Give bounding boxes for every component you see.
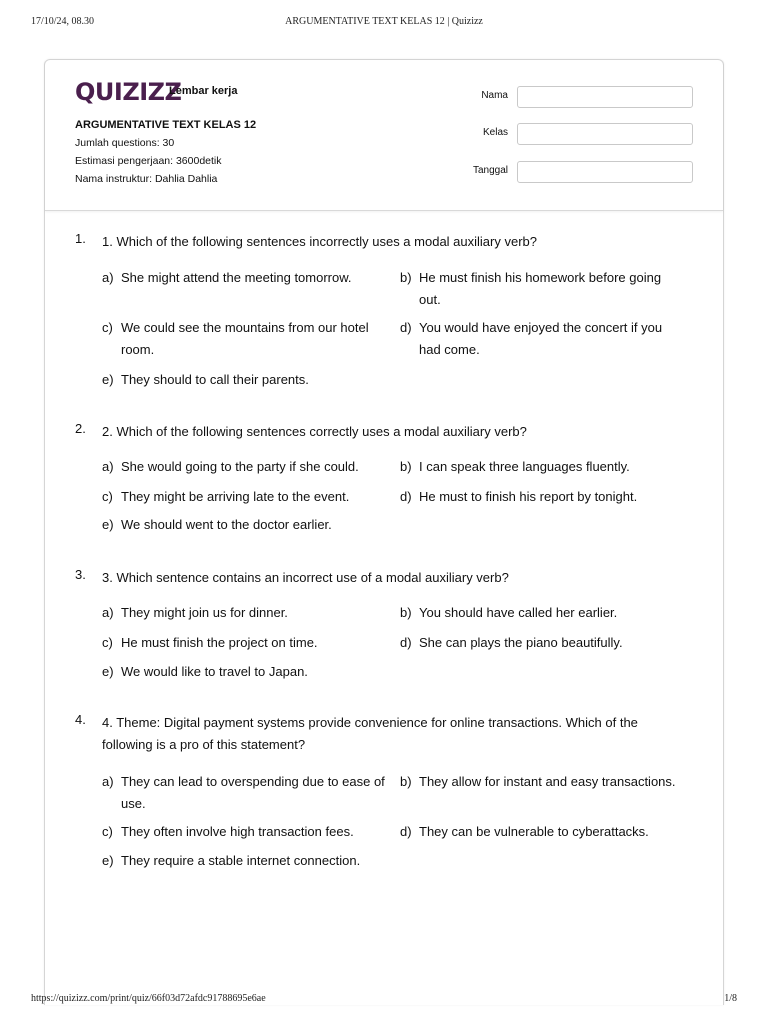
option-letter: c) xyxy=(102,489,113,504)
option-text: I can speak three languages fluently. xyxy=(419,459,630,474)
tanggal-label: Tanggal xyxy=(472,165,508,176)
question-text: 3. Which sentence contains an incorrect use of a modal auxiliary verb? xyxy=(102,570,509,585)
question-number: 4. xyxy=(75,712,86,727)
kelas-field[interactable] xyxy=(517,123,693,145)
option-letter: e) xyxy=(102,372,114,387)
option-text: They often involve high transaction fees. xyxy=(121,824,354,839)
question-text: 2. Which of the following sentences correctly uses a modal auxiliary verb? xyxy=(102,424,527,439)
option-letter: c) xyxy=(102,824,113,839)
quiz-title: ARGUMENTATIVE TEXT KELAS 12 xyxy=(75,119,257,131)
option-letter: d) xyxy=(400,489,412,504)
option-letter: b) xyxy=(400,270,412,285)
option-letter: d) xyxy=(400,824,412,839)
option-text: She can plays the piano beautifully. xyxy=(419,635,623,650)
option-text: They might join us for dinner. xyxy=(121,605,288,620)
question-number: 1. xyxy=(75,231,86,246)
option-letter: d) xyxy=(400,635,412,650)
page-number: 1/8 xyxy=(724,993,737,1004)
option-text: You would have enjoyed the concert if you had come. xyxy=(419,320,663,357)
option-text: She would going to the party if she could. xyxy=(121,459,359,474)
kelas-label: Kelas xyxy=(482,127,508,138)
option-text: They can lead to overspending due to ease of use. xyxy=(121,774,385,811)
tanggal-field[interactable] xyxy=(517,161,693,183)
option-text: They should to call their parents. xyxy=(121,372,309,387)
option-text: He must to finish his report by tonight. xyxy=(419,489,638,504)
option-letter: e) xyxy=(102,853,114,868)
option-letter: c) xyxy=(102,635,113,650)
print-footer xyxy=(0,993,768,1009)
question-number: 2. xyxy=(75,421,86,436)
option-letter: a) xyxy=(102,774,114,789)
option-text: We would like to travel to Japan. xyxy=(121,664,308,679)
question-number: 3. xyxy=(75,567,86,582)
option-text: She might attend the meeting tomorrow. xyxy=(121,270,352,285)
option-letter: e) xyxy=(102,664,114,679)
option-text: They can be vulnerable to cyberattacks. xyxy=(419,824,649,839)
option-letter: b) xyxy=(400,774,412,789)
worksheet xyxy=(44,59,724,1005)
option-text: He must finish his homework before going out. xyxy=(419,270,662,307)
option-letter: a) xyxy=(102,605,114,620)
instructor-name: Nama instruktur: Dahlia Dahlia xyxy=(75,173,218,185)
option-letter: b) xyxy=(400,605,412,620)
option-text: They allow for instant and easy transactions. xyxy=(419,774,676,789)
worksheet-header xyxy=(45,60,723,211)
option-text: We should went to the doctor earlier. xyxy=(121,517,332,532)
quizizz-logo: QUIZIZZ xyxy=(75,78,182,106)
question-text: 1. Which of the following sentences incorrectly uses a modal auxiliary verb? xyxy=(102,234,537,249)
option-letter: e) xyxy=(102,517,114,532)
question-text: 4. Theme: Digital payment systems provide convenience for online transactions. Which of the following is a pro of this statement? xyxy=(102,715,638,752)
estimate-time: Estimasi pengerjaan: 3600detik xyxy=(75,155,222,167)
print-url[interactable]: https://quizizz.com/print/quiz/66f03d72afdc91788695e6ae xyxy=(31,993,266,1004)
print-title: ARGUMENTATIVE TEXT KELAS 12 | Quizizz xyxy=(285,16,483,27)
nama-field[interactable] xyxy=(517,86,693,108)
option-letter: d) xyxy=(400,320,412,335)
option-text: They require a stable internet connection. xyxy=(121,853,361,868)
option-text: They might be arriving late to the event. xyxy=(121,489,350,504)
option-letter: a) xyxy=(102,459,114,474)
option-letter: c) xyxy=(102,320,113,335)
questions-count: Jumlah questions: 30 xyxy=(75,137,175,149)
option-text: He must finish the project on time. xyxy=(121,635,318,650)
option-letter: b) xyxy=(400,459,412,474)
print-header xyxy=(0,16,768,32)
option-text: You should have called her earlier. xyxy=(419,605,618,620)
option-text: We could see the mountains from our hotel room. xyxy=(121,320,369,357)
option-letter: a) xyxy=(102,270,114,285)
nama-label: Nama xyxy=(481,90,508,101)
logo-subtitle: Lembar kerja xyxy=(169,85,238,97)
print-date: 17/10/24, 08.30 xyxy=(31,16,95,27)
